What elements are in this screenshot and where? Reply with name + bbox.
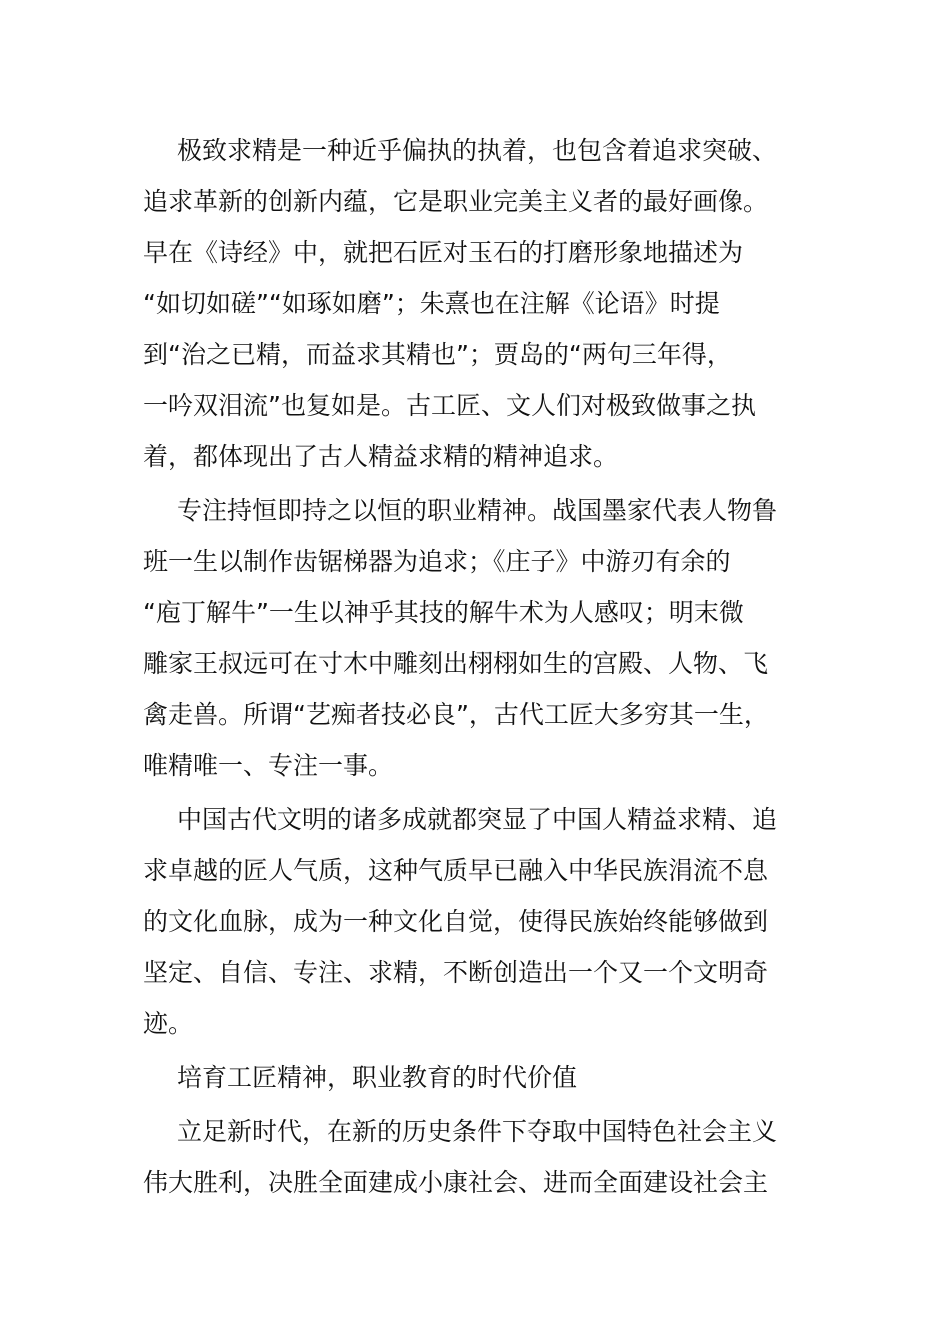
paragraph-2-line-1: 专注持恒即持之以恒的职业精神。战国墨家代表人物鲁	[177, 496, 778, 525]
paragraph-1-line-6: 一吟双泪流”也复如是。古工匠、文人们对极致做事之执	[143, 391, 756, 420]
paragraph-1-line-1: 极致求精是一种近乎偏执的执着，也包含着追求突破、	[177, 136, 778, 165]
paragraph-3-line-3: 的文化血脉，成为一种文化自觉，使得民族始终能够做到	[143, 907, 769, 936]
paragraph-3-line-5: 迹。	[143, 1009, 194, 1038]
paragraph-3-line-2: 求卓越的匠人气质，这种气质早已融入中华民族涓流不息	[143, 856, 769, 885]
paragraph-1-line-3: 早在《诗经》中，就把石匠对玉石的打磨形象地描述为	[143, 238, 744, 267]
paragraph-1-line-5: 到“治之已精，而益求其精也”；贾岛的“两句三年得，	[143, 340, 732, 369]
document-body	[143, 125, 803, 1208]
paragraph-2-line-6: 唯精唯一、专注一事。	[143, 751, 394, 780]
paragraph-1-line-2: 追求革新的创新内蕴，它是职业完美主义者的最好画像。	[143, 187, 769, 216]
paragraph-1-line-4: “如切如磋”“如琢如磨”；朱熹也在注解《论语》时提	[143, 289, 720, 318]
paragraph-2-line-4: 雕家王叔远可在寸木中雕刻出栩栩如生的宫殿、人物、飞	[143, 649, 769, 678]
paragraph-2-line-2: 班一生以制作齿锯梯器为追求；《庄子》中游刃有余的	[143, 547, 731, 576]
paragraph-4-line-2: 伟大胜利，决胜全面建成小康社会、进而全面建设社会主	[143, 1168, 769, 1197]
paragraph-2-line-5: 禽走兽。所谓“艺痴者技必良”，古代工匠大多穷其一生，	[143, 700, 769, 729]
paragraph-3-line-1: 中国古代文明的诸多成就都突显了中国人精益求精、追	[177, 805, 778, 834]
paragraph-2-line-3: “庖丁解牛”一生以神乎其技的解牛术为人感叹；明末微	[143, 598, 744, 627]
paragraph-1-line-7: 着，都体现出了古人精益求精的精神追求。	[143, 442, 619, 471]
paragraph-3-line-4: 坚定、自信、专注、求精，不断创造出一个又一个文明奇	[143, 958, 769, 987]
section-heading: 培育工匠精神，职业教育的时代价值	[177, 1063, 578, 1092]
paragraph-4-line-1: 立足新时代，在新的历史条件下夺取中国特色社会主义	[177, 1117, 778, 1146]
